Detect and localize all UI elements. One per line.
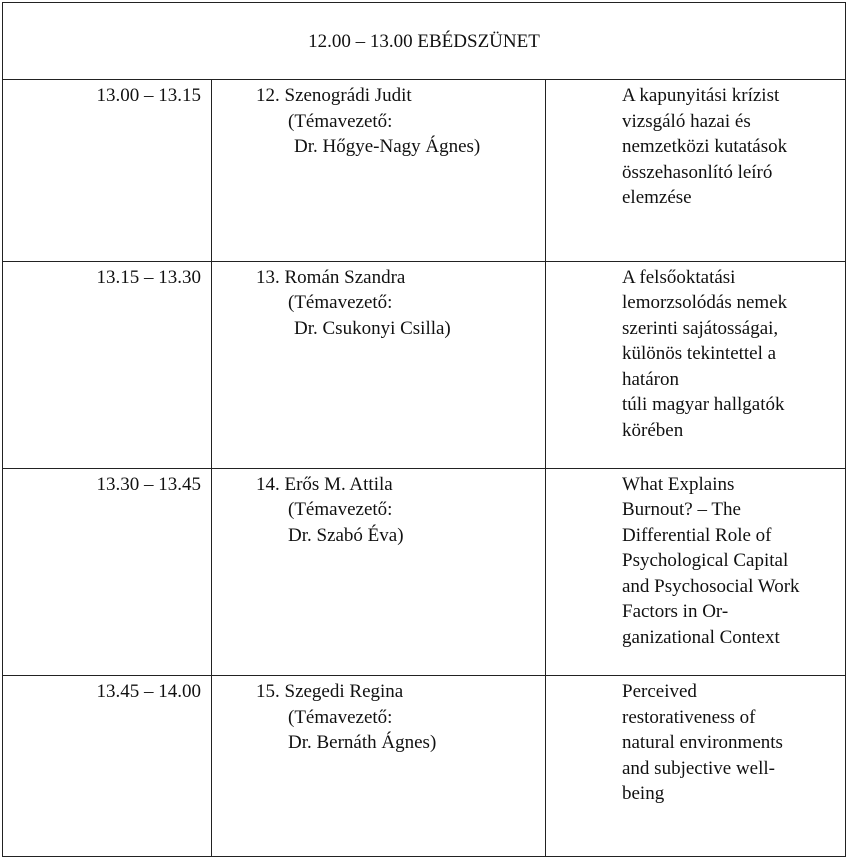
title-line: A felsőoktatási	[622, 266, 736, 288]
session-time: 13.30 – 13.45	[3, 468, 212, 676]
session-row	[3, 261, 846, 468]
title-line: körében	[622, 419, 684, 441]
lunch-break-text: 12.00 – 13.00 EBÉDSZÜNET	[308, 31, 540, 53]
title-line: elemzése	[622, 187, 692, 209]
session-time: 13.00 – 13.15	[3, 80, 212, 262]
title-line: Burnout? – The	[622, 499, 741, 521]
presenter-name: 12. Szenográdi Judit	[256, 85, 412, 107]
lunch-break-cell	[3, 3, 846, 80]
presenter-name: 14. Erős M. Attila	[256, 473, 393, 495]
session-row	[3, 468, 846, 676]
title-line: and subjective well-	[622, 757, 776, 779]
presenter-name: 13. Román Szandra	[256, 266, 406, 288]
title-line: restorativeness of	[622, 706, 756, 728]
session-presenter	[212, 468, 546, 676]
supervisor-label: (Témavezető:	[288, 110, 393, 132]
title-line: Factors in Or-	[622, 601, 729, 623]
title-line: nemzetközi kutatások	[622, 136, 788, 158]
lunch-break-row	[3, 3, 846, 80]
title-line: Psychological Capital	[622, 550, 789, 572]
title-line: and Psychosocial Work	[622, 575, 800, 597]
title-line: szerinti sajátosságai,	[622, 317, 779, 339]
title-line: natural environments	[622, 732, 783, 754]
session-presenter	[212, 676, 546, 857]
title-line: határon	[622, 368, 679, 390]
session-title	[546, 261, 846, 468]
schedule-table	[2, 2, 846, 857]
title-line: being	[622, 783, 665, 805]
title-line: túli magyar hallgatók	[622, 394, 785, 416]
supervisor-label: (Témavezető:	[288, 706, 393, 728]
supervisor-label: (Témavezető:	[288, 292, 393, 314]
presenter-name: 15. Szegedi Regina	[256, 681, 404, 703]
supervisor-name: Dr. Bernáth Ágnes)	[288, 732, 437, 754]
title-line: összehasonlító leíró	[622, 161, 773, 183]
title-line: Differential Role of	[622, 524, 772, 546]
session-presenter	[212, 80, 546, 262]
title-line: vizsgáló hazai és	[622, 110, 751, 132]
session-presenter	[212, 261, 546, 468]
session-time: 13.45 – 14.00	[3, 676, 212, 857]
title-line: Perceived	[622, 681, 697, 703]
supervisor-label: (Témavezető:	[288, 499, 393, 521]
supervisor-name: Dr. Hőgye-Nagy Ágnes)	[294, 136, 481, 158]
supervisor-name: Dr. Szabó Éva)	[288, 524, 404, 546]
session-row	[3, 676, 846, 857]
supervisor-name: Dr. Csukonyi Csilla)	[294, 317, 451, 339]
title-line: ganizational Context	[622, 626, 780, 648]
title-line: lemorzsolódás nemek	[622, 292, 788, 314]
session-time: 13.15 – 13.30	[3, 261, 212, 468]
title-line: különös tekintettel a	[622, 343, 777, 365]
session-title	[546, 468, 846, 676]
title-line: A kapunyitási krízist	[622, 85, 780, 107]
session-title	[546, 676, 846, 857]
session-row	[3, 80, 846, 262]
title-line: What Explains	[622, 473, 735, 495]
session-title	[546, 80, 846, 262]
